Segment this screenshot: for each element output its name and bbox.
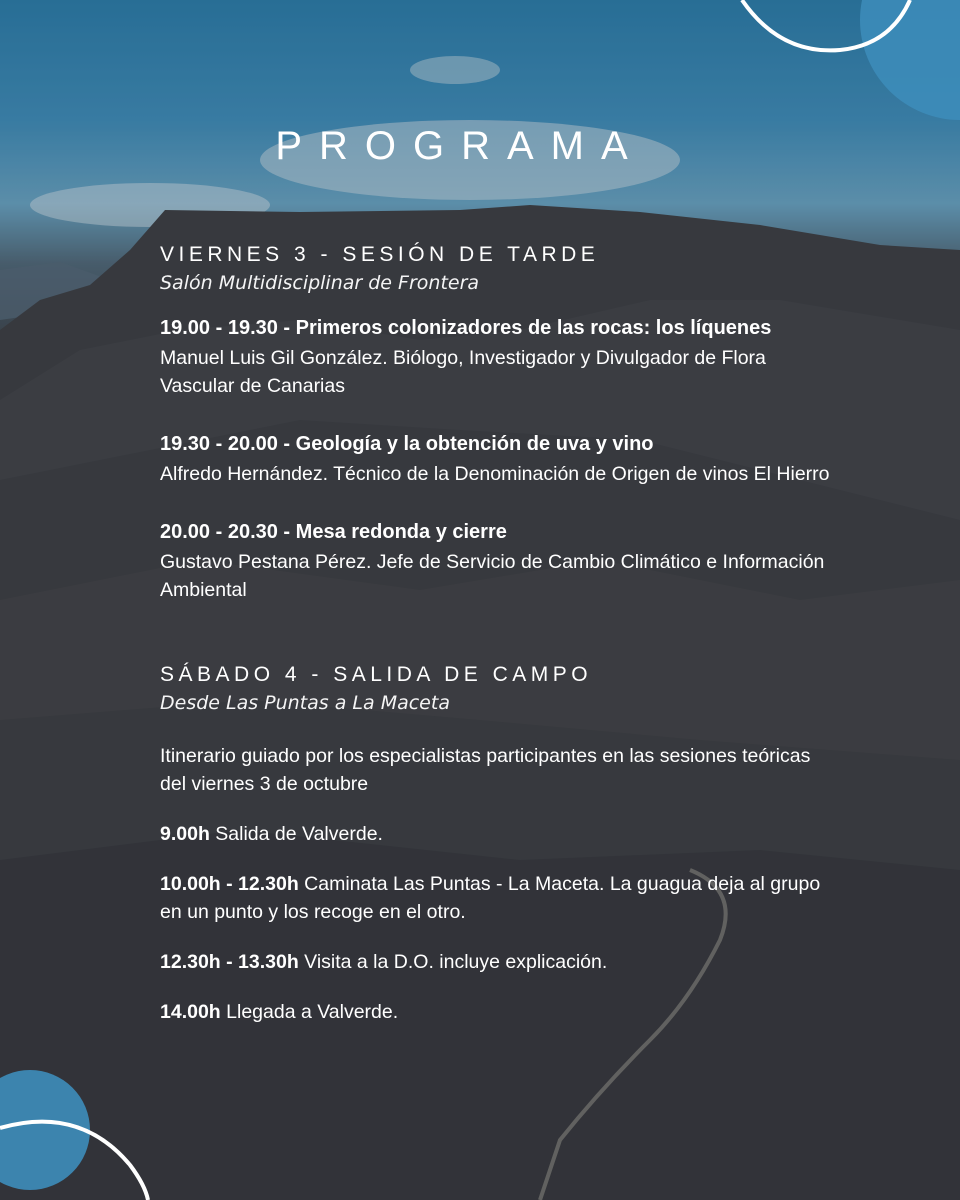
schedule-item: [160, 870, 830, 926]
schedule-time: 14.00h: [160, 1001, 221, 1023]
talk-item: [160, 518, 830, 604]
friday-venue: Salón Multidisciplinar de Frontera: [160, 272, 480, 294]
friday-section: [160, 240, 830, 604]
saturday-venue: Desde Las Puntas a La Maceta: [160, 692, 450, 714]
saturday-heading: SÁBADO 4 - SALIDA DE CAMPO: [160, 663, 593, 686]
talk-speaker: Gustavo Pestana Pérez. Jefe de Servicio de Cambio Climático e Información Ambiental: [160, 551, 825, 601]
talk-name: Mesa redonda y cierre: [295, 521, 507, 543]
talk-title: [160, 314, 830, 342]
talk-speaker: Alfredo Hernández. Técnico de la Denominación de Origen de vinos El Hierro: [160, 463, 830, 485]
friday-heading: VIERNES 3 - SESIÓN DE TARDE: [160, 243, 600, 266]
schedule-item: [160, 998, 830, 1026]
schedule-time: 12.30h - 13.30h: [160, 951, 299, 973]
schedule-text: Llegada a Valverde.: [220, 1001, 399, 1023]
talk-name: Primeros colonizadores de las rocas: los líquenes: [295, 317, 772, 339]
schedule-text: Visita a la D.O. incluye explicación.: [298, 951, 608, 973]
bottom-left-blue-circle: [0, 1070, 90, 1190]
schedule-text: Caminata Las Puntas - La Maceta. La guagua deja al grupo en un punto y los recoge en el otro.: [160, 873, 821, 923]
talk-time: 19.30 - 20.00 -: [160, 433, 296, 455]
saturday-section: [160, 660, 830, 1026]
talk-time: 20.00 - 20.30 -: [160, 521, 296, 543]
talk-name: Geología y la obtención de uva y vino: [295, 433, 654, 455]
saturday-intro: Itinerario guiado por los especialistas participantes en las sesiones teóricas del viernes 3 de octubre: [160, 745, 811, 795]
talk-title: [160, 430, 830, 458]
page-title: PROGRAMA: [275, 124, 645, 168]
schedule-item: [160, 820, 830, 848]
schedule-time: 9.00h: [160, 823, 210, 845]
schedule-item: [160, 948, 830, 976]
talk-title: [160, 518, 830, 546]
talk-speaker: Manuel Luis Gil González. Biólogo, Investigador y Divulgador de Flora Vascular de Canarias: [160, 347, 766, 397]
top-right-blue-circle: [860, 0, 960, 120]
program-content: [160, 240, 830, 1048]
talk-item: [160, 314, 830, 400]
schedule-text: Salida de Valverde.: [209, 823, 383, 845]
schedule-time: 10.00h - 12.30h: [160, 873, 299, 895]
talk-item: [160, 430, 830, 488]
talk-time: 19.00 - 19.30 -: [160, 317, 296, 339]
